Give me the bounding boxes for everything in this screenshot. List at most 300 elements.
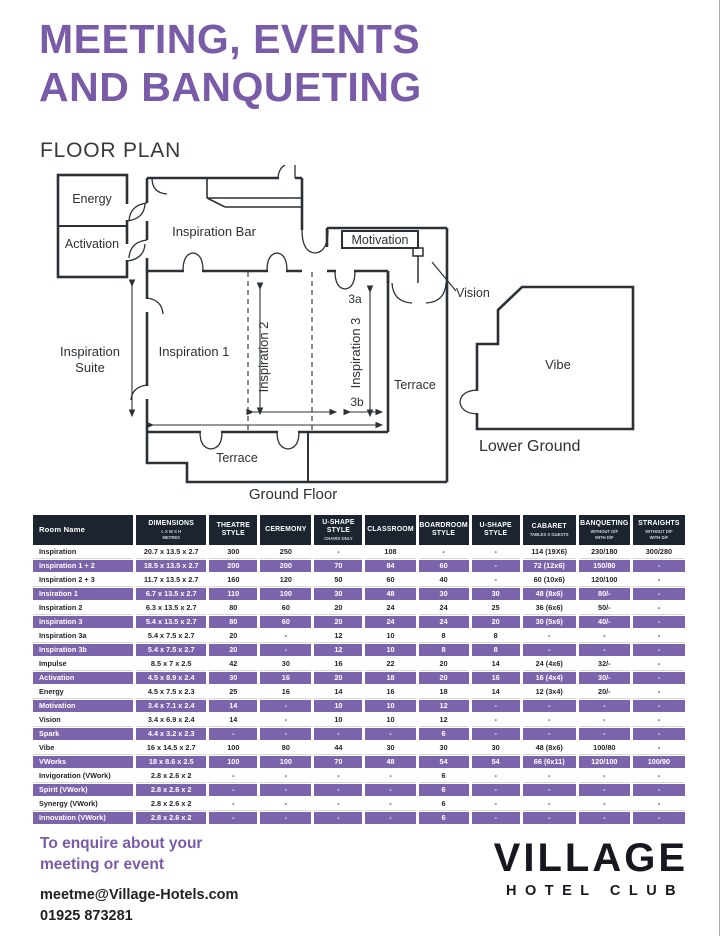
capacity-cell: 30 [314, 588, 362, 601]
enquiry-text [40, 834, 238, 876]
dimensions-cell: 16 x 14.5 x 2.7 [136, 742, 206, 755]
capacity-cell: 250 [260, 546, 311, 559]
room-name-cell: Vibe [33, 742, 133, 755]
section-label-floor-plan: FLOOR PLAN [40, 139, 182, 162]
capacity-cell: - [579, 644, 630, 657]
table-row [33, 644, 685, 657]
capacity-table-head [33, 515, 685, 545]
column-header [365, 515, 415, 545]
capacity-cell: - [633, 714, 685, 727]
capacity-cell: 16 [260, 672, 311, 685]
capacity-cell: 80 [209, 602, 257, 615]
capacity-cell: - [314, 784, 362, 797]
capacity-cell: 30 [419, 588, 469, 601]
column-header [419, 515, 469, 545]
capacity-cell: 300 [209, 546, 257, 559]
table-row [33, 588, 685, 601]
column-header [260, 515, 311, 545]
column-header [472, 515, 520, 545]
column-header [136, 515, 206, 545]
capacity-cell: - [472, 560, 520, 573]
room-label-3a: 3a [348, 292, 362, 306]
capacity-cell: - [633, 686, 685, 699]
contact-email[interactable]: meetme@Village-Hotels.com [40, 886, 239, 903]
capacity-cell: 24 [365, 602, 415, 615]
capacity-cell: 16 [472, 672, 520, 685]
capacity-cell: 20 [472, 616, 520, 629]
capacity-cell: 14 [472, 658, 520, 671]
table-row [33, 784, 685, 797]
dimensions-cell: 20.7 x 13.5 x 2.7 [136, 546, 206, 559]
capacity-cell: 6 [419, 784, 469, 797]
room-label-inspiration-1: Inspiration 1 [158, 344, 230, 359]
capacity-cell: - [633, 798, 685, 811]
capacity-cell: 200 [209, 560, 257, 573]
capacity-cell: 44 [314, 742, 362, 755]
enquiry-line2: meeting or event [40, 855, 165, 873]
capacity-cell: 150/80 [579, 560, 630, 573]
room-label-inspiration-suite-1: Inspiration [60, 344, 120, 359]
capacity-cell: 14 [209, 700, 257, 713]
capacity-cell: 60 (10x6) [523, 574, 576, 587]
capacity-cell: 40/- [579, 616, 630, 629]
table-row [33, 658, 685, 671]
capacity-cell: 100 [209, 742, 257, 755]
capacity-cell: 120/100 [579, 756, 630, 769]
capacity-cell: 20 [314, 616, 362, 629]
capacity-table-wrap [30, 514, 690, 826]
capacity-cell: - [260, 728, 311, 741]
floor-plan-walls [58, 175, 633, 482]
capacity-cell: 48 [365, 588, 415, 601]
capacity-cell: - [523, 728, 576, 741]
table-row [33, 742, 685, 755]
capacity-cell: 30 [472, 742, 520, 755]
capacity-cell: - [472, 784, 520, 797]
room-label-vision: Vision [456, 286, 490, 300]
room-name-cell: Inspiration 1 + 2 [33, 560, 133, 573]
capacity-cell: 30 [365, 742, 415, 755]
dimensions-cell: 4.5 x 7.5 x 2.3 [136, 686, 206, 699]
capacity-cell: 100 [209, 756, 257, 769]
table-row [33, 560, 685, 573]
capacity-cell: - [260, 644, 311, 657]
capacity-cell: - [209, 770, 257, 783]
capacity-cell: - [260, 714, 311, 727]
capacity-cell: 25 [209, 686, 257, 699]
capacity-cell: 108 [365, 546, 415, 559]
capacity-cell: 36 (6x6) [523, 602, 576, 615]
column-header-label: CLASSROOM [367, 525, 414, 533]
capacity-cell: 70 [314, 560, 362, 573]
capacity-cell: 20 [419, 658, 469, 671]
column-header-label: CEREMONY [265, 525, 307, 533]
column-header-subtext: L X W X H METRES [161, 529, 182, 540]
capacity-cell: 30 [472, 588, 520, 601]
capacity-cell: 18 [365, 672, 415, 685]
capacity-cell: 10 [365, 714, 415, 727]
capacity-cell: 16 [260, 686, 311, 699]
column-header [633, 515, 685, 545]
column-header-subtext: WITHOUT D/F WITH D/F [590, 529, 619, 540]
capacity-cell: - [633, 770, 685, 783]
room-name-cell: Activation [33, 672, 133, 685]
table-row [33, 546, 685, 559]
capacity-cell: 16 [314, 658, 362, 671]
capacity-cell: 10 [314, 700, 362, 713]
column-header-label: STRAIGHTS [638, 520, 680, 528]
room-label-3b: 3b [350, 395, 364, 409]
room-label-vibe: Vibe [545, 357, 571, 372]
capacity-cell: - [365, 784, 415, 797]
capacity-cell: 32/- [579, 658, 630, 671]
contact-phone[interactable]: 01925 873281 [40, 907, 133, 924]
dimensions-cell: 4.4 x 3.2 x 2.3 [136, 728, 206, 741]
capacity-cell: - [472, 546, 520, 559]
capacity-cell: - [260, 700, 311, 713]
capacity-cell: 22 [365, 658, 415, 671]
capacity-cell: 12 [419, 714, 469, 727]
table-row [33, 700, 685, 713]
capacity-cell: 50/- [579, 602, 630, 615]
capacity-cell: 14 [314, 686, 362, 699]
capacity-cell: 60 [260, 602, 311, 615]
column-header-label: BANQUETING [580, 520, 629, 528]
capacity-cell: - [314, 812, 362, 825]
table-row [33, 812, 685, 825]
capacity-cell: 20/- [579, 686, 630, 699]
capacity-cell: - [209, 784, 257, 797]
capacity-cell: - [523, 700, 576, 713]
capacity-cell: 24 [365, 616, 415, 629]
capacity-cell: - [633, 658, 685, 671]
floor-plan-diagram [40, 165, 700, 515]
capacity-cell: 12 [419, 700, 469, 713]
room-label-terrace-bottom: Terrace [216, 451, 258, 465]
capacity-cell: 84 [365, 560, 415, 573]
capacity-cell: 14 [209, 714, 257, 727]
capacity-cell: 100/80 [579, 742, 630, 755]
dimensions-cell: 11.7 x 13.5 x 2.7 [136, 574, 206, 587]
capacity-cell: 48 [365, 756, 415, 769]
capacity-cell: 80 [260, 742, 311, 755]
column-header-label: CABARET [531, 522, 567, 530]
capacity-cell: 30 [260, 658, 311, 671]
capacity-cell: - [472, 728, 520, 741]
capacity-table [30, 514, 688, 826]
capacity-cell: 54 [419, 756, 469, 769]
dimensions-cell: 5.4 x 7.5 x 2.7 [136, 644, 206, 657]
page-title [39, 16, 422, 112]
room-label-activation: Activation [64, 237, 120, 251]
capacity-cell: - [209, 728, 257, 741]
column-header-label: Room Name [39, 525, 86, 535]
capacity-cell: 100 [260, 756, 311, 769]
room-label-inspiration-suite-2: Suite [75, 360, 105, 375]
capacity-cell: - [523, 784, 576, 797]
capacity-cell: - [314, 770, 362, 783]
capacity-cell: 200 [260, 560, 311, 573]
capacity-cell: 50 [314, 574, 362, 587]
capacity-cell: 25 [472, 602, 520, 615]
capacity-cell: 14 [472, 686, 520, 699]
capacity-cell: 20 [209, 644, 257, 657]
column-header-subtext: WITHOUT D/F WITH D/F [645, 529, 673, 540]
capacity-cell: - [633, 644, 685, 657]
capacity-cell: - [365, 770, 415, 783]
room-name-cell: Synergy (VWork) [33, 798, 133, 811]
table-row [33, 756, 685, 769]
capacity-cell: - [633, 588, 685, 601]
capacity-cell: 24 (4x6) [523, 658, 576, 671]
capacity-cell: 100/90 [633, 756, 685, 769]
capacity-cell: - [365, 728, 415, 741]
capacity-cell: - [579, 700, 630, 713]
capacity-cell: - [419, 546, 469, 559]
table-row [33, 728, 685, 741]
capacity-cell: 24 [419, 616, 469, 629]
capacity-cell: 40 [419, 574, 469, 587]
column-header [314, 515, 362, 545]
capacity-cell: - [579, 714, 630, 727]
capacity-cell: 60 [419, 560, 469, 573]
capacity-cell: - [472, 812, 520, 825]
room-name-cell: Energy [33, 686, 133, 699]
capacity-cell: - [633, 630, 685, 643]
column-header-label: THEATRE STYLE [216, 521, 251, 537]
footer-contact-block [40, 834, 238, 927]
room-label-inspiration-bar: Inspiration Bar [172, 224, 256, 239]
column-header-label: BOARDROOM STYLE [419, 521, 468, 537]
table-row [33, 798, 685, 811]
bar-counter-lines [207, 178, 302, 207]
dimensions-cell: 18.5 x 13.5 x 2.7 [136, 560, 206, 573]
column-header [209, 515, 257, 545]
capacity-cell: 80/- [579, 588, 630, 601]
capacity-cell: 30 (5x6) [523, 616, 576, 629]
capacity-cell: 6 [419, 798, 469, 811]
capacity-cell: 230/180 [579, 546, 630, 559]
vision-pointer-line [432, 262, 456, 291]
column-header [523, 515, 576, 545]
capacity-cell: - [633, 616, 685, 629]
capacity-cell: 42 [209, 658, 257, 671]
capacity-cell: - [579, 812, 630, 825]
room-label-inspiration-2: Inspiration 2 [256, 321, 271, 393]
page-title-line1: MEETING, EVENTS [39, 16, 421, 62]
capacity-cell: 160 [209, 574, 257, 587]
room-name-cell: VWorks [33, 756, 133, 769]
capacity-cell: 8 [472, 644, 520, 657]
capacity-cell: - [523, 798, 576, 811]
dimensions-cell: 2.8 x 2.6 x 2 [136, 784, 206, 797]
table-row [33, 630, 685, 643]
capacity-cell: 18 [419, 686, 469, 699]
capacity-cell: 120/100 [579, 574, 630, 587]
room-name-cell: Inspiration 3 [33, 616, 133, 629]
dimensions-cell: 18 x 8.6 x 2.5 [136, 756, 206, 769]
room-name-cell: Motivation [33, 700, 133, 713]
dimensions-cell: 5.4 x 13.5 x 2.7 [136, 616, 206, 629]
capacity-cell: - [579, 798, 630, 811]
capacity-cell: - [523, 714, 576, 727]
capacity-cell: 30 [209, 672, 257, 685]
capacity-cell: 16 (4x4) [523, 672, 576, 685]
table-row [33, 574, 685, 587]
capacity-cell: - [209, 812, 257, 825]
capacity-cell: - [472, 798, 520, 811]
dimensions-cell: 3.4 x 7.1 x 2.4 [136, 700, 206, 713]
capacity-cell: 60 [365, 574, 415, 587]
capacity-cell: 20 [314, 602, 362, 615]
page-title-line2: AND BANQUETING [39, 63, 422, 110]
capacity-cell: - [633, 560, 685, 573]
capacity-cell: 30/- [579, 672, 630, 685]
capacity-cell: - [633, 574, 685, 587]
capacity-cell: 20 [209, 630, 257, 643]
capacity-cell: 60 [260, 616, 311, 629]
capacity-cell: 20 [419, 672, 469, 685]
dimensions-cell: 6.3 x 13.5 x 2.7 [136, 602, 206, 615]
capacity-cell: - [260, 784, 311, 797]
capacity-cell: 110 [209, 588, 257, 601]
capacity-cell: - [579, 784, 630, 797]
logo-wordmark: VILLAGE [493, 836, 688, 880]
capacity-cell: 10 [314, 714, 362, 727]
room-name-cell: Invigoration (VWork) [33, 770, 133, 783]
room-name-cell: Innovation (VWork) [33, 812, 133, 825]
column-header-label: U-SHAPE STYLE [479, 521, 512, 537]
capacity-cell: 12 [314, 644, 362, 657]
capacity-cell: - [633, 742, 685, 755]
dimensions-cell: 4.5 x 8.9 x 2.4 [136, 672, 206, 685]
table-row [33, 770, 685, 783]
dimensions-cell: 8.5 x 7 x 2.5 [136, 658, 206, 671]
column-header [33, 515, 133, 545]
page-edge-line [719, 0, 720, 936]
capacity-cell: 48 (8x6) [523, 742, 576, 755]
room-label-energy: Energy [72, 192, 112, 206]
room-name-cell: Vision [33, 714, 133, 727]
capacity-cell: - [523, 630, 576, 643]
capacity-cell: - [472, 574, 520, 587]
capacity-cell: 6 [419, 770, 469, 783]
room-name-cell: Insiration 1 [33, 588, 133, 601]
capacity-cell: - [365, 812, 415, 825]
dimensions-cell: 2.8 x 2.6 x 2 [136, 812, 206, 825]
capacity-cell: - [633, 812, 685, 825]
capacity-cell: - [472, 714, 520, 727]
room-name-cell: Inspiration [33, 546, 133, 559]
capacity-cell: - [523, 644, 576, 657]
logo-subtitle: HOTEL CLUB [505, 883, 685, 899]
capacity-cell: 72 (12x6) [523, 560, 576, 573]
capacity-cell: - [633, 700, 685, 713]
capacity-cell: 48 (8x6) [523, 588, 576, 601]
capacity-cell: - [365, 798, 415, 811]
room-name-cell: Impulse [33, 658, 133, 671]
room-name-cell: Inspiration 2 + 3 [33, 574, 133, 587]
capacity-cell: 6 [419, 812, 469, 825]
capacity-cell: 6 [419, 728, 469, 741]
table-row [33, 686, 685, 699]
capacity-cell: - [579, 728, 630, 741]
column-header-label: DIMENSIONS [148, 520, 195, 528]
room-name-cell: Inspiration 3a [33, 630, 133, 643]
capacity-cell: - [579, 770, 630, 783]
capacity-cell: 66 (6x11) [523, 756, 576, 769]
table-row [33, 602, 685, 615]
dimensions-cell: 2.8 x 2.6 x 2 [136, 798, 206, 811]
capacity-cell: 10 [365, 644, 415, 657]
column-header-label: U-SHAPE STYLE [322, 518, 355, 534]
capacity-cell: - [633, 728, 685, 741]
enquiry-line1: To enquire about your [40, 835, 203, 852]
column-header [579, 515, 630, 545]
table-row [33, 714, 685, 727]
capacity-cell: 10 [365, 700, 415, 713]
column-header-subtext: CHAIRS ONLY [324, 536, 353, 542]
capacity-cell: - [314, 798, 362, 811]
capacity-cell: 300/280 [633, 546, 685, 559]
capacity-cell: 20 [314, 672, 362, 685]
table-row [33, 616, 685, 629]
capacity-cell: 8 [419, 630, 469, 643]
capacity-cell: - [472, 770, 520, 783]
capacity-cell: - [314, 728, 362, 741]
capacity-cell: - [260, 812, 311, 825]
capacity-cell: - [260, 798, 311, 811]
dimensions-cell: 5.4 x 7.5 x 2.7 [136, 630, 206, 643]
room-name-cell: Inspiration 2 [33, 602, 133, 615]
capacity-cell: - [633, 602, 685, 615]
dimensions-cell: 3.4 x 6.9 x 2.4 [136, 714, 206, 727]
dimensions-cell: 2.8 x 2.6 x 2 [136, 770, 206, 783]
capacity-cell: - [633, 784, 685, 797]
capacity-cell: 54 [472, 756, 520, 769]
capacity-cell: - [314, 546, 362, 559]
capacity-cell: 8 [419, 644, 469, 657]
capacity-cell: - [523, 812, 576, 825]
capacity-cell: 30 [419, 742, 469, 755]
capacity-cell: 16 [365, 686, 415, 699]
capacity-cell: - [579, 630, 630, 643]
capacity-cell: 120 [260, 574, 311, 587]
capacity-table-body [33, 546, 685, 825]
capacity-cell: 24 [419, 602, 469, 615]
capacity-cell: 80 [209, 616, 257, 629]
room-label-inspiration-3: Inspiration 3 [348, 317, 363, 389]
capacity-cell: 8 [472, 630, 520, 643]
capacity-cell: 12 (3x4) [523, 686, 576, 699]
column-header-subtext: TABLES X GUESTS [529, 532, 569, 538]
capacity-cell: 70 [314, 756, 362, 769]
dimensions-cell: 6.7 x 13.5 x 2.7 [136, 588, 206, 601]
room-label-motivation: Motivation [351, 233, 409, 247]
village-hotel-club-logo [494, 838, 688, 899]
capacity-cell: 12 [314, 630, 362, 643]
capacity-cell: - [209, 798, 257, 811]
capacity-cell: 114 (19X6) [523, 546, 576, 559]
capacity-cell: - [523, 770, 576, 783]
caption-lower-ground: Lower Ground [479, 438, 581, 455]
capacity-cell: - [260, 770, 311, 783]
caption-ground-floor: Ground Floor [248, 486, 338, 503]
room-name-cell: Inspiration 3b [33, 644, 133, 657]
capacity-cell: 10 [365, 630, 415, 643]
room-name-cell: Spirit (VWork) [33, 784, 133, 797]
room-name-cell: Spark [33, 728, 133, 741]
